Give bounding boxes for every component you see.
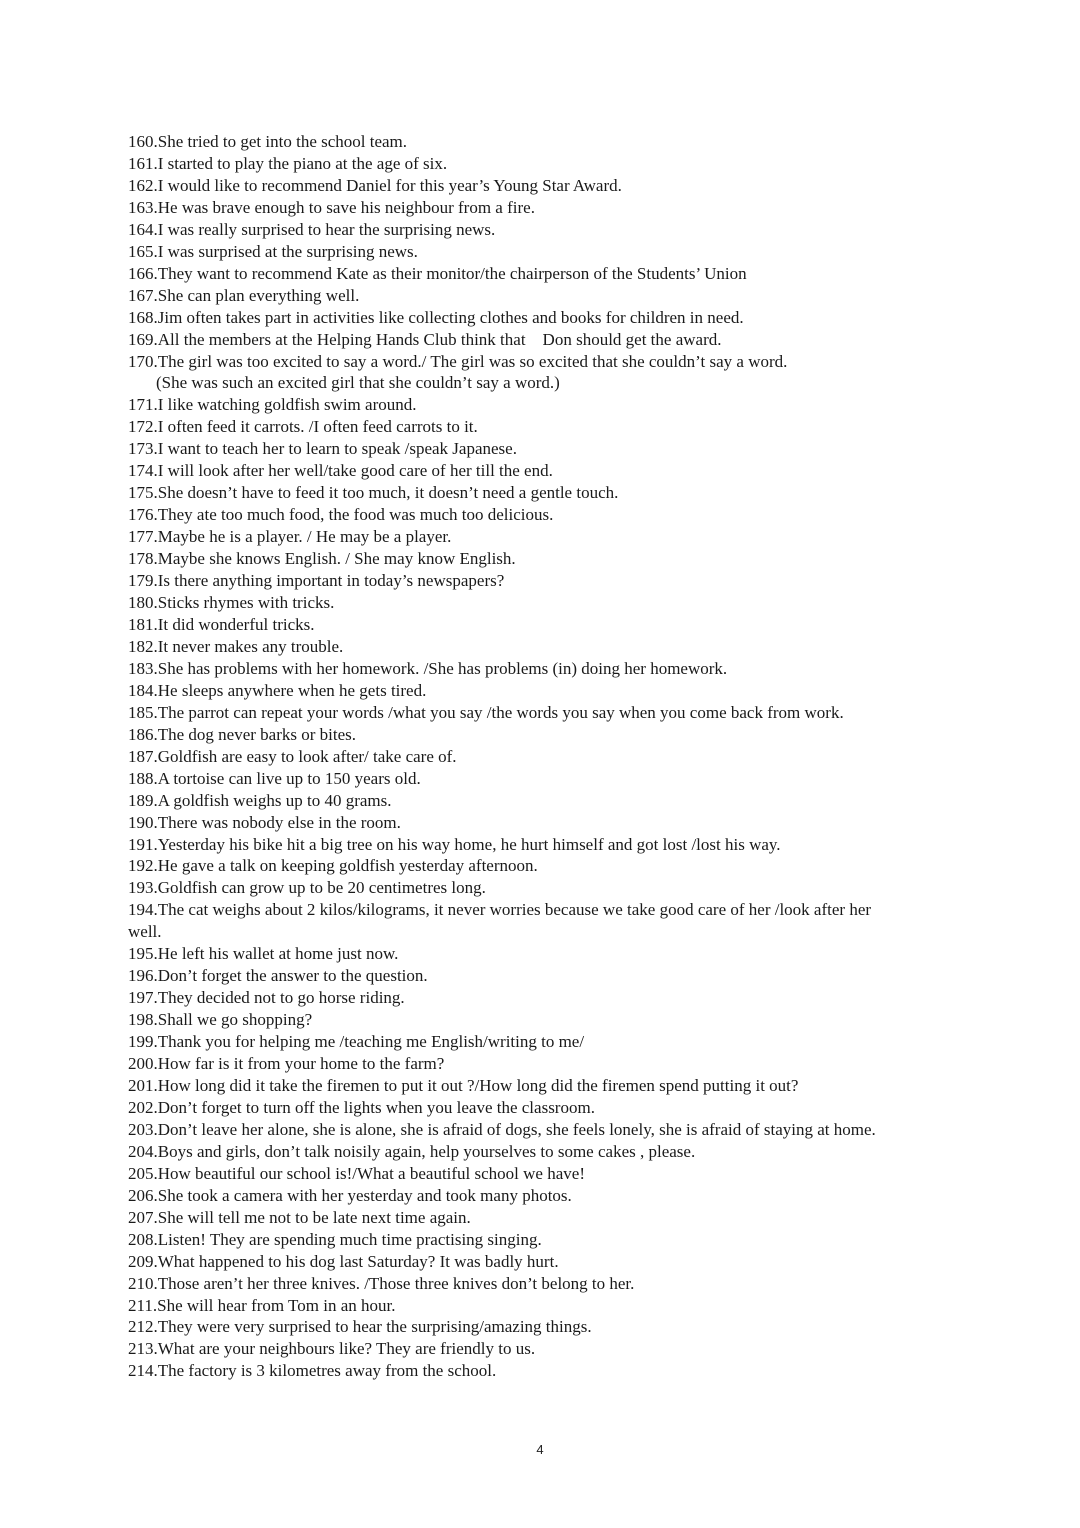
answer-line: 211.She will hear from Tom in an hour. — [128, 1295, 396, 1315]
answer-line: 174.I will look after her well/take good care of her till the end. — [128, 461, 553, 481]
answer-line: 176.They ate too much food, the food was much too delicious. — [128, 505, 554, 525]
answer-line: 170.The girl was too excited to say a word./ The girl was so excited that she couldn’t say a word. — [128, 351, 788, 371]
answer-line: 186.The dog never barks or bites. — [128, 724, 357, 744]
answer-line: 166.They want to recommend Kate as their monitor/the chairperson of the Students’ Union — [128, 263, 747, 283]
answer-line: 196.Don’t forget the answer to the question. — [128, 966, 428, 986]
answer-line: 208.Listen! They are spending much time practising singing. — [128, 1229, 542, 1249]
answer-line: 181.It did wonderful tricks. — [128, 614, 315, 634]
answer-line: 203.Don’t leave her alone, she is alone, she is afraid of dogs, she feels lonely, she is afraid of staying at home. — [128, 1119, 876, 1139]
answer-line: 194.The cat weighs about 2 kilos/kilograms, it never worries because we take good care of her /look after her — [128, 900, 872, 920]
answer-line: 189.A goldfish weighs up to 40 grams. — [128, 790, 392, 810]
answer-line: 164.I was really surprised to hear the surprising news. — [128, 219, 496, 239]
answer-line: 212.They were very surprised to hear the surprising/amazing things. — [128, 1317, 592, 1337]
answer-line: 193.Goldfish can grow up to be 20 centimetres long. — [128, 878, 486, 898]
answer-line: 214.The factory is 3 kilometres away from the school. — [128, 1361, 497, 1381]
answer-line: 191.Yesterday his bike hit a big tree on his way home, he hurt himself and got lost /lost his way. — [128, 834, 781, 854]
answer-line: 167.She can plan everything well. — [128, 285, 360, 305]
answer-line: 173.I want to teach her to learn to speak /speak Japanese. — [128, 439, 517, 459]
page-number: 4 — [536, 1442, 544, 1457]
answer-line: 165.I was surprised at the surprising news. — [128, 241, 418, 261]
answer-line: 179.Is there anything important in today’s newspapers? — [128, 571, 505, 591]
answer-line: 199.Thank you for helping me /teaching me English/writing to me/ — [128, 1032, 585, 1052]
answer-line: 175.She doesn’t have to feed it too much, it doesn’t need a gentle touch. — [128, 483, 619, 503]
answer-line: 160.She tried to get into the school team. — [128, 132, 408, 151]
answer-line: 209.What happened to his dog last Saturday? It was badly hurt. — [128, 1251, 559, 1271]
answer-line: 213.What are your neighbours like? They are friendly to us. — [128, 1339, 536, 1359]
answer-line: 195.He left his wallet at home just now. — [128, 944, 399, 964]
answer-line: 200.How far is it from your home to the farm? — [128, 1054, 445, 1074]
answer-line: 205.How beautiful our school is!/What a beautiful school we have! — [128, 1163, 585, 1183]
answer-line: 197.They decided not to go horse riding. — [128, 988, 405, 1008]
answer-line: 187.Goldfish are easy to look after/ take care of. — [128, 746, 457, 766]
answer-line-continuation: (She was such an excited girl that she couldn’t say a word.) — [156, 373, 560, 393]
answer-line: 184.He sleeps anywhere when he gets tired. — [128, 680, 427, 700]
answer-list — [128, 131, 998, 1382]
answer-line: 206.She took a camera with her yesterday and took many photos. — [128, 1185, 572, 1205]
answer-line: 204.Boys and girls, don’t talk noisily again, help yourselves to some cakes , please. — [128, 1141, 696, 1161]
answer-line: 180.Sticks rhymes with tricks. — [128, 593, 335, 613]
answer-line: 192.He gave a talk on keeping goldfish yesterday afternoon. — [128, 856, 538, 876]
answer-line: 163.He was brave enough to save his neighbour from a fire. — [128, 197, 535, 217]
answer-line: 202.Don’t forget to turn off the lights when you leave the classroom. — [128, 1097, 595, 1117]
answer-line: 183.She has problems with her homework. /She has problems (in) doing her homework. — [128, 658, 728, 678]
answer-line: well. — [128, 922, 162, 942]
answer-line: 185.The parrot can repeat your words /what you say /the words you say when you come back from work. — [128, 702, 844, 722]
answer-line: 201.How long did it take the firemen to put it out ?/How long did the firemen spend putting it out? — [128, 1075, 799, 1095]
answer-line: 168.Jim often takes part in activities like collecting clothes and books for children in need. — [128, 307, 744, 327]
answer-line: 188.A tortoise can live up to 150 years old. — [128, 768, 421, 788]
answer-line: 210.Those aren’t her three knives. /Those three knives don’t belong to her. — [128, 1273, 635, 1293]
answer-line: 161.I started to play the piano at the age of six. — [128, 153, 448, 173]
answer-line: 178.Maybe she knows English. / She may know English. — [128, 549, 516, 569]
answer-line: 162.I would like to recommend Daniel for this year’s Young Star Award. — [128, 175, 622, 195]
answer-line: 177.Maybe he is a player. / He may be a player. — [128, 527, 452, 547]
answer-line: 182.It never makes any trouble. — [128, 636, 344, 656]
answer-line: 207.She will tell me not to be late next time again. — [128, 1207, 471, 1227]
answer-line: 172.I often feed it carrots. /I often feed carrots to it. — [128, 417, 478, 437]
answer-line: 169.All the members at the Helping Hands Club think that Don should get the award. — [128, 329, 722, 349]
answer-line: 171.I like watching goldfish swim around. — [128, 395, 417, 415]
answer-line: 190.There was nobody else in the room. — [128, 812, 401, 832]
answer-line: 198.Shall we go shopping? — [128, 1010, 313, 1030]
